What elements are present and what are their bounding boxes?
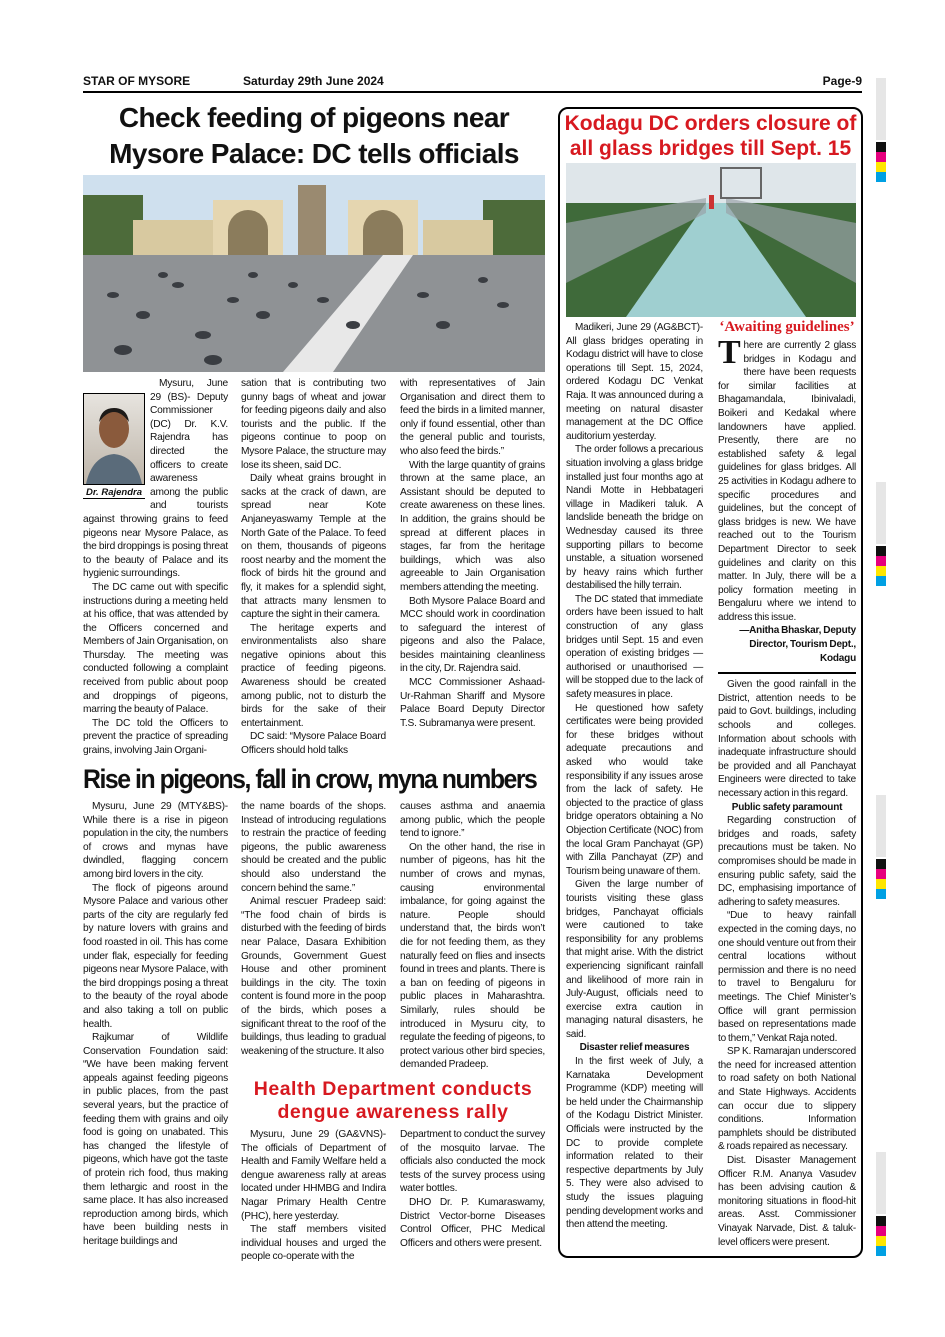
story1-column-3	[400, 377, 545, 730]
quote-box	[718, 334, 856, 1249]
paragraph: The staff members visited individual houses and urged the people co-operate with the	[241, 1224, 386, 1263]
palace-pigeons-photo	[83, 175, 545, 372]
print-gray-bar	[876, 482, 886, 544]
paragraph: DHO Dr. P. Kumaraswamy, District Vector-borne Diseases Control Officer, PHC Medical Officers and others were present.	[400, 1196, 545, 1249]
cmyk-color-marks	[876, 546, 886, 586]
quote-attribution: —Anitha Bhaskar, Deputy Director, Tourism Dept., Kodagu	[739, 625, 856, 664]
paragraph: SP K. Ramarajan underscored the need for increased attention to road safety on both National and State Highways. Accidents can occur due to slippery conditions. Information pamphlets should be distributed & roads repaired as necessary.	[718, 1046, 856, 1153]
headline-line: Kodagu DC orders closure of	[564, 112, 857, 135]
paragraph: The heritage experts and environmentalists also share negative opinions about this practice of feeding pigeons. Awareness should be created among public, not to disturb the birds for the sake of their entertainment.	[241, 622, 386, 729]
paragraph: Animal rescuer Pradeep said: “The food chain of birds is disturbed with the feeding of birds near Palace, Dasara Exhibition Grounds, Government Guest House and other prominent buildings in the city. The toxin content is found more in the poop of the birds, which poses a significant threat to the roof of the buildings, thus leading to gradual weakening of the structure. It also	[241, 896, 386, 1057]
photo-caption: Dr. Rajendra	[83, 487, 145, 499]
story2-column-1	[83, 800, 228, 1249]
paragraph: The flock of pigeons around Mysore Palace and various other parts of the city are regularly fed by nature lovers with grains and food roasted in oil. This has come under flak, especially for feeding pigeons near Mysore Palace, with the bird droppings posing a threat to the beauty of the royal abode and also taking a toll on public health.	[83, 882, 228, 1030]
quote-title: ‘Awaiting guidelines’	[719, 319, 855, 335]
paragraph: Mysuru, June 29 (MTY&BS)- While there is a rise in pigeon population in the city, the numbers of crows and mynas have dwindled, flagging concern among bird lovers in the city.	[83, 801, 228, 880]
story4-headline	[562, 111, 859, 161]
paragraph: “Due to heavy rainfall expected in the coming days, no one should venture out from their central locations without permission and there is no need to travel to Bengaluru for meetings. The Chief Minister’s Office will grant permission based on representations made to them,” Venkat Raja noted.	[718, 910, 856, 1044]
story1-headline	[83, 100, 545, 172]
paragraph: In the first week of July, a Karnataka Development Programme (KDP) meeting will be held under the Chairmanship of the Kodagu District Minister. Officials were instructed by the DC to provide complete information related to their respective departments by July 5. They were also advised to study the issues plaguing pending development works and then attend the meeting.	[566, 1056, 703, 1231]
headline-line: Health Department conducts	[253, 1078, 533, 1100]
cmyk-color-marks	[876, 1216, 886, 1256]
paragraph: with representatives of Jain Organisation and direct them to feed the birds in a limited manner, only if found essential, other than the general public and tourists, who also feed the birds.”	[400, 378, 545, 457]
quote-text: here are currently 2 glass bridges in Kodagu and there have been requests for similar facilities at Bhagamandala, Ibinivaladi, Boikeri and Kedakal where landowners have applied. Presently, there are no established safety & legal guidelines for glass bridges. All 25 activities in Kodagu adhere to specific procedures and guidelines, but the concept of glass bridges is new. We have reached out to the Tourism Department Director to seek guidelines and clarity on this matter. In July, there will be a policy formation meeting in Bengaluru where we intend to address this issue.	[718, 340, 856, 623]
paragraph: causes asthma and anaemia among public, which the people tend to ignore.”	[400, 801, 545, 840]
story2-column-3	[400, 800, 545, 1072]
cmyk-color-marks	[876, 859, 886, 899]
paragraph: The DC came out with specific instructions during a meeting held at his office, that was attended by the Officers concerned and Members of Jain Organisation, on Thursday. The meeting was conducted following a complaint received from public about poop and droppings of pigeons, marring the beauty of Palace.	[83, 581, 228, 716]
story2-headline: Rise in pigeons, fall in crow, myna numbers	[83, 764, 537, 794]
story2-column-2	[241, 800, 386, 1058]
story4-column-1	[566, 321, 703, 1232]
headline-line: all glass bridges till Sept. 15	[569, 137, 852, 160]
headline-line: Mysore Palace: DC tells officials	[109, 138, 519, 169]
print-gray-bar	[876, 795, 886, 857]
paragraph: MCC Commissioner Ashaad-Ur-Rahman Shariff and Mysore Palace Board Deputy Director T.S. Subramanya were present.	[400, 677, 545, 729]
paragraph: Dist. Disaster Management Officer R.M. Ananya Vasudev has been advising caution & monitoring situations in flood-hit areas. Asst. Commissioner Vinayak Narvade, Dist. & taluk-level officers were present.	[718, 1155, 856, 1248]
paragraph: Mysuru, June 29 (BS)- Deputy Commissioner (DC) Dr. K.V. Rajendra has directed the officers to create awareness among the public and tourists against throwing grains to feed pigeons near Mysore Palace, as the bird droppings is posing threat to the beauty of Palace and its hygienic surroundings.	[83, 378, 228, 580]
paragraph: With the large quantity of grains thrown at the same place, an Assistant should be deputed to create awareness on these lines. In addition, the grains should be spread at different places in stages, far from the heritage buildings, which was also agreeable to Jain Organisation members attending the meeting.	[400, 459, 545, 593]
header-rule	[83, 91, 862, 93]
paragraph: Daily wheat grains brought in sacks at the crack of dawn, are spread near Kote Anjaneyaswamy Temple at the North Gate of the Palace. To feed on them, thousands of pigeons roost nearby and the moment the flock of birds hit the ground and fly, it makes for a splendid sight, that attracts many lensmen to capture the sight in their camera.	[241, 473, 386, 621]
newspaper-name: STAR OF MYSORE	[83, 74, 191, 88]
paragraph: Madikeri, June 29 (AG&BCT)- All glass bridges operating in Kodagu district will have to close operations till Sept. 15, 2024, ordered Kodagu DC Venkat Raja. It was announced during a meeting on natural disaster management at the DC Office auditorium yesterday.	[566, 322, 703, 442]
cmyk-color-marks	[876, 142, 886, 182]
glass-bridge-photo	[566, 163, 856, 317]
paragraph: The DC told the Officers to prevent the practice of spreading grains, involving Jain Organi-	[83, 717, 228, 757]
print-gray-bar	[876, 78, 886, 140]
paragraph: DC said: “Mysore Palace Board Officers should hold talks	[241, 731, 386, 757]
story3-headline	[241, 1078, 545, 1124]
paragraph: He questioned how safety certificates were being provided for these bridges without adequate precautions and asked who would take responsibility if any issues arose from the lack of safety. He objected to the practice of glass bridge operators obtaining a No Objection Certificate (NOC) from the local Gram Panchayat (GP) with Zilla Panchayat (ZP) and Tourism being unaware of them.	[566, 702, 703, 877]
paragraph: Rajkumar of Wildlife Conservation Foundation said: “We have been making fervent appeals against feeding pigeons in public places, from the past several years, but the practice of feeding them with grains and oily food is going on unabated. This has changed the lifestyle of pigeons, which have got the taste of protein rich food, thus making them lethargic and roost in the same place. It has also increased reproduction among birds, which have been building nests in heritage buildings and	[83, 1032, 228, 1247]
headline-line: dengue awareness rally	[277, 1101, 509, 1123]
headline-line: Check feeding of pigeons near	[118, 102, 510, 133]
drop-cap: T	[718, 334, 741, 371]
paragraph: the name boards of the shops. Instead of introducing regulations to restrain the practice of feeding pigeons, the public awareness should be created and the public should also understand the concern behind the same.”	[241, 801, 386, 894]
photo-float	[83, 377, 150, 501]
paragraph: Mysuru, June 29 (GA&VNS)- The officials of Department of Health and Family Welfare held a dengue awareness rally at areas located under HHMBG and Indira Nagar Primary Health Centre (PHC), here yesterday.	[241, 1129, 386, 1222]
subheading: Public safety paramount	[731, 801, 843, 813]
paragraph: The order follows a precarious situation involving a glass bridge installed just four months ago at Nandi Motte in Hebbatageri village in Madikeri taluk. A landslide beneath the bridge on Wednesday caused its three supporting pillars to become unstable, a situation worsened by heavy rains which further destabilised the hilly terrain.	[566, 444, 703, 592]
print-gray-bar	[876, 1152, 886, 1214]
story1-column-2	[241, 377, 386, 758]
page-number: Page-9	[822, 74, 862, 88]
issue-date: Saturday 29th June 2024	[243, 74, 384, 88]
story1-column-1	[83, 377, 228, 758]
paragraph: Given the good rainfall in the District, attention needs to be paid to Govt. buildings, including schools and colleges. Information about schools with inadequate infrastructure should be provided and all Panchayat Engineers were directed to take necessary action in this regard.	[718, 679, 856, 799]
quote-divider	[718, 672, 856, 674]
paragraph: Both Mysore Palace Board and MCC should work in coordination to safeguard the interest of pigeons and also the Palace, besides maintaining cleanliness in the city, Dr. Rajendra said.	[400, 595, 545, 675]
paragraph: sation that is contributing two gunny bags of wheat and jowar for feeding pigeons daily and also tourists and the public. If the pigeons continue to poop on Mysore Palace, the structure may lose its sheen, said DC.	[241, 378, 386, 471]
paragraph: Regarding construction of bridges and roads, safety precautions must be taken. No compromises should be made in ensuring public safety, said the DC, emphasising importance of adhering to safety measures.	[718, 815, 856, 908]
story3-column-1	[241, 1128, 386, 1264]
story3-column-2	[400, 1128, 545, 1250]
paragraph: Given the large number of tourists visiting these glass bridges, Panchayat officials were cautioned to take responsibility for any problems that might arise. With the district experiencing significant rainfall and likelihood of more rain in July-August, officials need to exercise extra caution in managing natural disasters, he said.	[566, 879, 703, 1040]
subheading: Disaster relief measures	[579, 1042, 690, 1054]
paragraph: On the other hand, the rise in number of pigeons, has hit the number of crows and mynas, causing environmental imbalance, for going against the nature. People should understand that, the birds won’t die for not feeding them, as they naturally feed on flies and insects found in trees and plants. There is a ban on feeding of pigeons in public places in Maharashtra. Similarly, rules should be introduced in Mysuru city, to regulate the feeding of pigeons, to protect various other bird species, demanded Pradeep.	[400, 841, 545, 1071]
paragraph: The DC stated that immediate orders have been issued to halt construction of any glass bridges until Sept. 15 and even operation of existing bridges — authorised or unauthorised — will be stopped due to the lack of safety measures in place.	[566, 593, 703, 701]
paragraph: Department to conduct the survey of the mosquito larvae. The officials also conducted the mock tests of the survey process using water bottles.	[400, 1129, 545, 1195]
